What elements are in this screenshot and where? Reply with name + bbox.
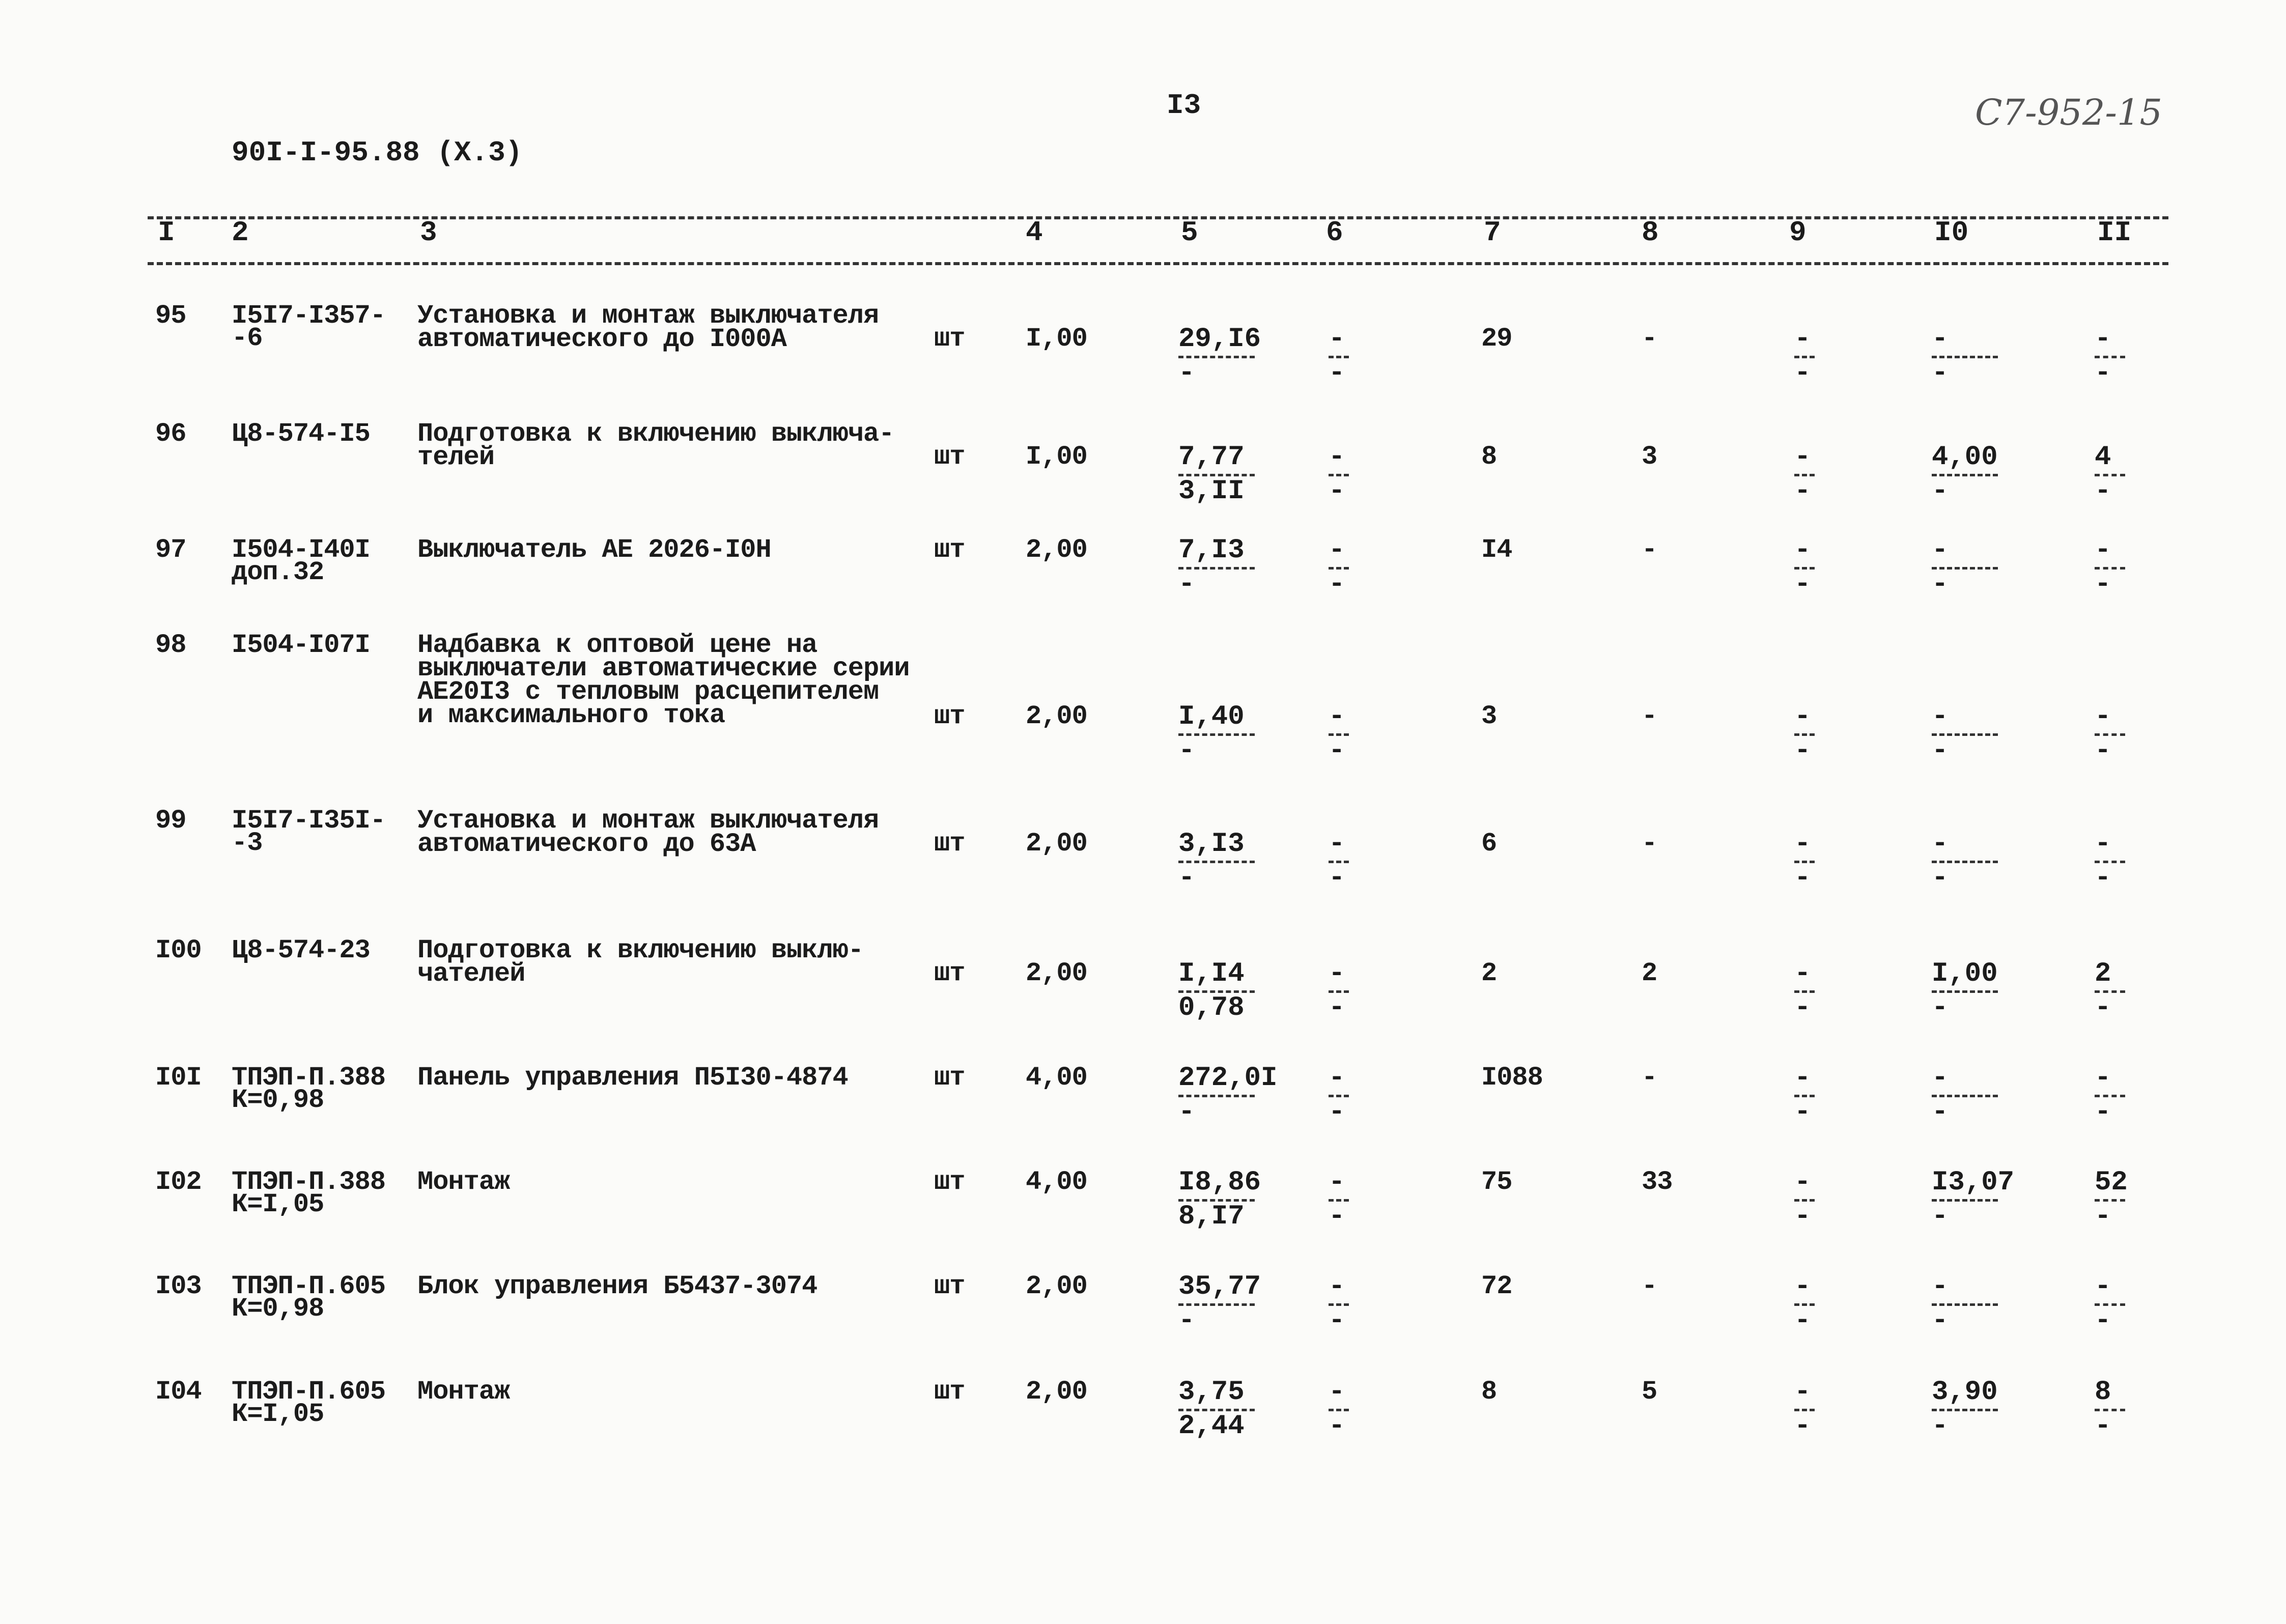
item-description-line: автоматического до 63А bbox=[417, 829, 756, 859]
col5-cost bbox=[1178, 1063, 1278, 1128]
col10-value-bottom: - bbox=[1932, 735, 1949, 766]
col5-cost-bottom: - bbox=[1178, 358, 1195, 389]
col9-value bbox=[1794, 1271, 1815, 1336]
row-number: 95 bbox=[155, 301, 186, 331]
col5-cost-bottom: - bbox=[1178, 569, 1195, 600]
col10-value bbox=[1932, 1063, 1998, 1128]
col9-value-bottom: - bbox=[1794, 1097, 1811, 1128]
col9-value bbox=[1794, 1063, 1815, 1128]
col5-cost-top: 35,77 bbox=[1178, 1271, 1261, 1302]
col5-cost-top: 272,0I bbox=[1178, 1063, 1278, 1094]
col-header-10: I0 bbox=[1934, 216, 1969, 249]
col5-cost-top: 3,75 bbox=[1178, 1377, 1245, 1408]
col6-value bbox=[1329, 958, 1349, 1023]
quantity: I,00 bbox=[1026, 442, 1087, 472]
col9-value-top: - bbox=[1794, 442, 1811, 473]
col10-value-top: - bbox=[1932, 535, 1949, 566]
col9-value-top: - bbox=[1794, 1271, 1811, 1302]
col6-value-bottom: - bbox=[1329, 1411, 1345, 1442]
col11-value bbox=[2095, 958, 2125, 1023]
col11-value-bottom: - bbox=[2095, 358, 2111, 389]
col6-value bbox=[1329, 829, 1349, 894]
col11-value-bottom: - bbox=[2095, 1201, 2111, 1232]
col6-value-top: - bbox=[1329, 958, 1345, 989]
col10-value-bottom: - bbox=[1932, 476, 1949, 507]
col11-value-bottom: - bbox=[2095, 992, 2111, 1023]
col11-value bbox=[2095, 1167, 2128, 1232]
col-header-8: 8 bbox=[1642, 216, 1659, 249]
col9-value-bottom: - bbox=[1794, 1305, 1811, 1336]
col11-value-top: - bbox=[2095, 535, 2111, 566]
col7-value: 8 bbox=[1481, 1377, 1497, 1407]
page-number: I3 bbox=[1167, 89, 1201, 122]
col11-value-top: - bbox=[2095, 324, 2111, 355]
row-number: 98 bbox=[155, 630, 186, 660]
col10-value-top: 4,00 bbox=[1932, 442, 1998, 473]
document-code: 90I-I-95.88 (X.3) bbox=[232, 136, 523, 169]
col5-cost-top: 7,I3 bbox=[1178, 535, 1245, 566]
col7-value: I4 bbox=[1481, 535, 1512, 565]
col5-cost-top: 3,I3 bbox=[1178, 829, 1245, 860]
col11-value-bottom: - bbox=[2095, 1411, 2111, 1442]
col7-value: 75 bbox=[1481, 1167, 1512, 1197]
col11-value-bottom: - bbox=[2095, 1097, 2111, 1128]
col5-cost bbox=[1178, 701, 1255, 766]
col9-value-top: - bbox=[1794, 701, 1811, 732]
col9-value bbox=[1794, 701, 1815, 766]
quantity: 2,00 bbox=[1026, 1271, 1087, 1301]
unit: шт bbox=[934, 442, 965, 472]
col6-value-bottom: - bbox=[1329, 476, 1345, 507]
col6-value-top: - bbox=[1329, 1271, 1345, 1302]
col5-cost bbox=[1178, 1377, 1255, 1442]
col-header-6: 6 bbox=[1326, 216, 1343, 249]
col6-value-bottom: - bbox=[1329, 358, 1345, 389]
unit: шт bbox=[934, 1377, 965, 1407]
col6-value bbox=[1329, 701, 1349, 766]
col10-value-top: I3,07 bbox=[1932, 1167, 2015, 1198]
col6-value-top: - bbox=[1329, 1167, 1345, 1198]
col6-value-bottom: - bbox=[1329, 1097, 1345, 1128]
col10-value-top: - bbox=[1932, 701, 1949, 732]
col5-cost-bottom: - bbox=[1178, 1097, 1195, 1128]
col5-cost bbox=[1178, 535, 1255, 600]
col5-cost bbox=[1178, 1167, 1261, 1232]
col-header-9: 9 bbox=[1789, 216, 1807, 249]
col9-value bbox=[1794, 829, 1815, 894]
col5-cost-top: I8,86 bbox=[1178, 1167, 1261, 1198]
item-description-line: Монтаж bbox=[417, 1167, 510, 1197]
col6-value-bottom: - bbox=[1329, 1201, 1345, 1232]
item-description-line: выключатели автоматические серии bbox=[417, 653, 910, 683]
col11-value bbox=[2095, 442, 2125, 507]
col7-value: 6 bbox=[1481, 829, 1497, 859]
item-code-line: ТПЭП-П.605 bbox=[232, 1271, 386, 1301]
col9-value bbox=[1794, 958, 1815, 1023]
col8-value: - bbox=[1642, 1271, 1657, 1301]
item-description-line: Подготовка к включению выклю- bbox=[417, 935, 863, 965]
item-code-line: I504-I07I bbox=[232, 630, 370, 660]
col7-value: 3 bbox=[1481, 701, 1497, 731]
col5-cost-top: I,I4 bbox=[1178, 958, 1245, 989]
col8-value: 33 bbox=[1642, 1167, 1673, 1197]
unit: шт bbox=[934, 1271, 965, 1301]
col9-value-bottom: - bbox=[1794, 1201, 1811, 1232]
col7-value: 72 bbox=[1481, 1271, 1512, 1301]
item-code-line: ТПЭП-П.388 bbox=[232, 1167, 386, 1197]
col6-value-top: - bbox=[1329, 829, 1345, 860]
item-code-line: К=I,05 bbox=[232, 1189, 324, 1219]
item-description-line: Выключатель АЕ 2026-I0Н bbox=[417, 535, 771, 565]
unit: шт bbox=[934, 324, 965, 354]
col11-value bbox=[2095, 1271, 2125, 1336]
col11-value-bottom: - bbox=[2095, 863, 2111, 894]
item-code-line: -6 bbox=[232, 323, 263, 353]
item-description-line: Блок управления Б5437-3074 bbox=[417, 1271, 817, 1301]
col9-value-bottom: - bbox=[1794, 863, 1811, 894]
col6-value bbox=[1329, 1377, 1349, 1442]
col10-value-bottom: - bbox=[1932, 1097, 1949, 1128]
item-description-line: Панель управления П5I30-4874 bbox=[417, 1063, 848, 1093]
col9-value-top: - bbox=[1794, 535, 1811, 566]
col5-cost-bottom: 8,I7 bbox=[1178, 1201, 1245, 1232]
col-header-4: 4 bbox=[1026, 216, 1043, 249]
col10-value-top: - bbox=[1932, 1063, 1949, 1094]
col-header-2: 2 bbox=[232, 216, 249, 249]
col11-value-top: 52 bbox=[2095, 1167, 2128, 1198]
col6-value bbox=[1329, 1167, 1349, 1232]
col5-cost-bottom: - bbox=[1178, 1305, 1195, 1336]
col10-value bbox=[1932, 1167, 2015, 1232]
quantity: I,00 bbox=[1026, 324, 1087, 354]
col6-value-top: - bbox=[1329, 442, 1345, 473]
col11-value-top: 8 bbox=[2095, 1377, 2111, 1408]
col6-value-top: - bbox=[1329, 535, 1345, 566]
col9-value-bottom: - bbox=[1794, 569, 1811, 600]
col6-value bbox=[1329, 1063, 1349, 1128]
col9-value bbox=[1794, 535, 1815, 600]
row-number: 99 bbox=[155, 806, 186, 836]
col6-value bbox=[1329, 324, 1349, 389]
col5-cost bbox=[1178, 829, 1255, 894]
col10-value-top: - bbox=[1932, 829, 1949, 860]
col9-value bbox=[1794, 1167, 1815, 1232]
col5-cost bbox=[1178, 442, 1255, 507]
item-description-line: Подготовка к включению выключа- bbox=[417, 419, 894, 449]
col9-value-top: - bbox=[1794, 1377, 1811, 1408]
item-code-line: К=I,05 bbox=[232, 1399, 324, 1429]
item-code-line: I5I7-I357- bbox=[232, 301, 386, 331]
col5-cost bbox=[1178, 324, 1261, 389]
col9-value-top: - bbox=[1794, 1167, 1811, 1198]
col-header-11: II bbox=[2097, 216, 2132, 249]
item-code-line: К=0,98 bbox=[232, 1085, 324, 1115]
col7-value: 2 bbox=[1481, 958, 1497, 988]
col10-value-bottom: - bbox=[1932, 863, 1949, 894]
quantity: 2,00 bbox=[1026, 535, 1087, 565]
quantity: 2,00 bbox=[1026, 1377, 1087, 1407]
item-code-line: доп.32 bbox=[232, 557, 324, 587]
col11-value-bottom: - bbox=[2095, 735, 2111, 766]
col6-value-bottom: - bbox=[1329, 569, 1345, 600]
unit: шт bbox=[934, 958, 965, 988]
col9-value-bottom: - bbox=[1794, 1411, 1811, 1442]
col10-value-top: 3,90 bbox=[1932, 1377, 1998, 1408]
col11-value-top: - bbox=[2095, 1063, 2111, 1094]
item-description-line: Монтаж bbox=[417, 1377, 510, 1407]
col-header-5: 5 bbox=[1181, 216, 1198, 249]
unit: шт bbox=[934, 829, 965, 859]
col11-value bbox=[2095, 324, 2125, 389]
col9-value-bottom: - bbox=[1794, 735, 1811, 766]
col6-value-bottom: - bbox=[1329, 863, 1345, 894]
col11-value-bottom: - bbox=[2095, 569, 2111, 600]
col10-value-top: I,00 bbox=[1932, 958, 1998, 989]
col5-cost-bottom: - bbox=[1178, 863, 1195, 894]
col6-value-top: - bbox=[1329, 1063, 1345, 1094]
col5-cost bbox=[1178, 958, 1255, 1023]
col10-value bbox=[1932, 535, 1998, 600]
col10-value-bottom: - bbox=[1932, 1411, 1949, 1442]
unit: шт bbox=[934, 1063, 965, 1093]
col8-value: 3 bbox=[1642, 442, 1657, 472]
item-description-line: автоматического до I000А bbox=[417, 324, 786, 354]
item-code-line: К=0,98 bbox=[232, 1294, 324, 1324]
item-description-line: Надбавка к оптовой цене на bbox=[417, 630, 817, 660]
col5-cost-bottom: 0,78 bbox=[1178, 992, 1245, 1023]
col9-value bbox=[1794, 442, 1815, 507]
col5-cost-top: 29,I6 bbox=[1178, 324, 1261, 355]
col11-value bbox=[2095, 1063, 2125, 1128]
col10-value bbox=[1932, 324, 1998, 389]
col10-value bbox=[1932, 442, 1998, 507]
row-number: I04 bbox=[155, 1377, 202, 1407]
row-number: I00 bbox=[155, 935, 202, 965]
item-description-line: телей bbox=[417, 442, 495, 472]
col-header-1: I bbox=[158, 216, 175, 249]
col-header-3: 3 bbox=[420, 216, 437, 249]
col10-value-bottom: - bbox=[1932, 358, 1949, 389]
col10-value-top: - bbox=[1932, 324, 1949, 355]
unit: шт bbox=[934, 701, 965, 731]
col11-value-bottom: - bbox=[2095, 476, 2111, 507]
col11-value bbox=[2095, 1377, 2125, 1442]
col5-cost-bottom: - bbox=[1178, 735, 1195, 766]
col10-value bbox=[1932, 1271, 1998, 1336]
item-description-line: чателей bbox=[417, 959, 525, 989]
col11-value bbox=[2095, 701, 2125, 766]
col11-value-top: - bbox=[2095, 701, 2111, 732]
row-number: I03 bbox=[155, 1271, 202, 1301]
col8-value: - bbox=[1642, 701, 1657, 731]
col9-value-bottom: - bbox=[1794, 476, 1811, 507]
item-description-line: Установка и монтаж выключателя bbox=[417, 806, 879, 836]
row-number: 96 bbox=[155, 419, 186, 449]
col8-value: - bbox=[1642, 324, 1657, 354]
item-code-line: Ц8-574-I5 bbox=[232, 419, 370, 449]
col9-value-bottom: - bbox=[1794, 358, 1811, 389]
col10-value bbox=[1932, 701, 1998, 766]
col9-value-bottom: - bbox=[1794, 992, 1811, 1023]
col5-cost bbox=[1178, 1271, 1261, 1336]
unit: шт bbox=[934, 1167, 965, 1197]
item-code-line: I5I7-I35I- bbox=[232, 806, 386, 836]
col10-value-bottom: - bbox=[1932, 1201, 1949, 1232]
item-code-line: Ц8-574-23 bbox=[232, 935, 370, 965]
col8-value: - bbox=[1642, 535, 1657, 565]
col6-value-bottom: - bbox=[1329, 1305, 1345, 1336]
col7-value: I088 bbox=[1481, 1063, 1543, 1093]
item-description-line: АЕ20I3 с тепловым расцепителем bbox=[417, 677, 879, 707]
col5-cost-top: 7,77 bbox=[1178, 442, 1245, 473]
col6-value bbox=[1329, 442, 1349, 507]
col11-value bbox=[2095, 535, 2125, 600]
col9-value-top: - bbox=[1794, 324, 1811, 355]
item-code-line: I504-I40I bbox=[232, 535, 370, 565]
col5-cost-bottom: 3,II bbox=[1178, 476, 1245, 507]
col8-value: - bbox=[1642, 1063, 1657, 1093]
col10-value-top: - bbox=[1932, 1271, 1949, 1302]
col11-value-top: - bbox=[2095, 829, 2111, 860]
item-description-line: Установка и монтаж выключателя bbox=[417, 301, 879, 331]
quantity: 4,00 bbox=[1026, 1167, 1087, 1197]
col7-value: 29 bbox=[1481, 324, 1512, 354]
col8-value: 2 bbox=[1642, 958, 1657, 988]
col10-value bbox=[1932, 958, 1998, 1023]
item-code-line: -3 bbox=[232, 828, 263, 858]
col9-value bbox=[1794, 1377, 1815, 1442]
col8-value: - bbox=[1642, 829, 1657, 859]
col6-value-top: - bbox=[1329, 324, 1345, 355]
col10-value-bottom: - bbox=[1932, 569, 1949, 600]
col6-value-top: - bbox=[1329, 701, 1345, 732]
col11-value-top: 4 bbox=[2095, 442, 2111, 473]
col5-cost-bottom: 2,44 bbox=[1178, 1411, 1245, 1442]
quantity: 4,00 bbox=[1026, 1063, 1087, 1093]
col11-value-top: 2 bbox=[2095, 958, 2111, 989]
col6-value-bottom: - bbox=[1329, 735, 1345, 766]
row-number: 97 bbox=[155, 535, 186, 565]
col5-cost-top: I,40 bbox=[1178, 701, 1245, 732]
col6-value bbox=[1329, 535, 1349, 600]
col8-value: 5 bbox=[1642, 1377, 1657, 1407]
item-description-line: и максимального тока bbox=[417, 700, 725, 730]
col9-value-top: - bbox=[1794, 1063, 1811, 1094]
col9-value-top: - bbox=[1794, 958, 1811, 989]
handwritten-code: C7-952-15 bbox=[1975, 92, 2163, 133]
header-top-rule bbox=[148, 216, 2168, 219]
col6-value-top: - bbox=[1329, 1377, 1345, 1408]
col10-value bbox=[1932, 1377, 1998, 1442]
unit: шт bbox=[934, 535, 965, 565]
col6-value-bottom: - bbox=[1329, 992, 1345, 1023]
quantity: 2,00 bbox=[1026, 958, 1087, 988]
col9-value-top: - bbox=[1794, 829, 1811, 860]
col-header-7: 7 bbox=[1484, 216, 1501, 249]
col11-value-bottom: - bbox=[2095, 1305, 2111, 1336]
col9-value bbox=[1794, 324, 1815, 389]
header-bottom-rule bbox=[148, 262, 2168, 265]
item-code-line: ТПЭП-П.605 bbox=[232, 1377, 386, 1407]
col6-value bbox=[1329, 1271, 1349, 1336]
col11-value-top: - bbox=[2095, 1271, 2111, 1302]
col10-value-bottom: - bbox=[1932, 992, 1949, 1023]
col10-value bbox=[1932, 829, 1998, 894]
item-code-line: ТПЭП-П.388 bbox=[232, 1063, 386, 1093]
quantity: 2,00 bbox=[1026, 829, 1087, 859]
row-number: I02 bbox=[155, 1167, 202, 1197]
row-number: I0I bbox=[155, 1063, 202, 1093]
col11-value bbox=[2095, 829, 2125, 894]
col7-value: 8 bbox=[1481, 442, 1497, 472]
col10-value-bottom: - bbox=[1932, 1305, 1949, 1336]
quantity: 2,00 bbox=[1026, 701, 1087, 731]
